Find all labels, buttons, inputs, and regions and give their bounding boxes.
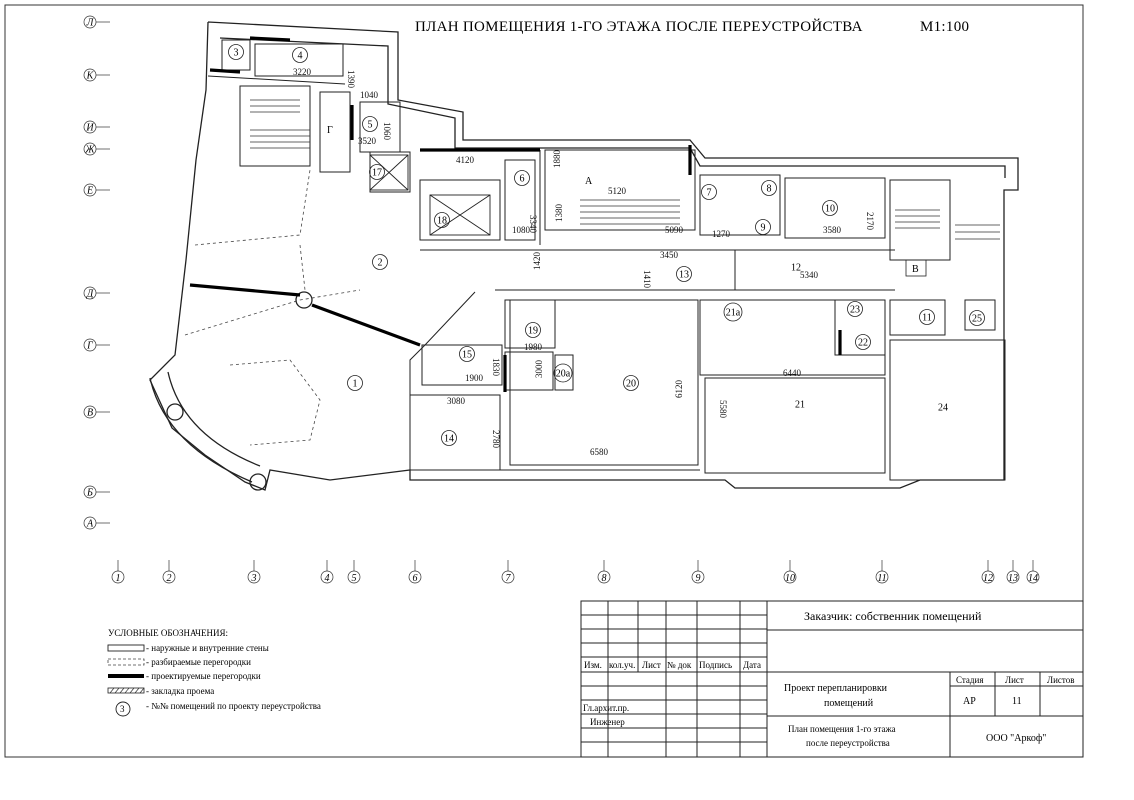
sheet-number-value: 11 xyxy=(1012,696,1022,707)
room-number-marker xyxy=(920,310,935,325)
dimension-label: 5090 xyxy=(665,225,683,235)
revision-column-header: кол.уч. xyxy=(609,660,636,670)
column-circle xyxy=(167,404,183,420)
interior-walls xyxy=(208,40,1005,480)
room-number: 20 xyxy=(626,378,636,390)
axis-label: 3 xyxy=(251,573,257,584)
legend-item: - разбираемые перегородки xyxy=(146,657,251,667)
staircase-letter-box xyxy=(906,260,926,276)
column-axis-marker xyxy=(876,560,888,584)
staircase-letter: Г xyxy=(327,125,333,136)
room-number: 25 xyxy=(972,313,982,325)
column-axis-marker xyxy=(692,560,704,584)
room-number: 5 xyxy=(367,119,373,131)
axis-label: 11 xyxy=(877,573,887,584)
sheet-title-line: План помещения 1-го этажа xyxy=(788,724,896,734)
room-number-marker xyxy=(348,376,363,391)
project-name-line: помещений xyxy=(824,698,874,709)
row-axis-marker xyxy=(84,121,110,134)
axis-label: 4 xyxy=(324,573,330,584)
room-number-marker xyxy=(856,335,871,350)
row-axis-marker xyxy=(84,339,110,352)
dimension-label: 1040 xyxy=(360,90,378,100)
column-axis-marker xyxy=(1027,560,1039,584)
axis-label: А xyxy=(86,518,94,530)
sheets-count-label: Листов xyxy=(1047,675,1075,685)
column-axis-marker xyxy=(321,560,333,584)
column-axis-markers xyxy=(112,560,1039,584)
dimension-label: 1390 xyxy=(346,70,356,88)
staircase-letter: А xyxy=(585,176,593,187)
room-number: 3 xyxy=(233,47,239,59)
dimension-label: 5120 xyxy=(608,186,626,196)
room-number: 24 xyxy=(938,402,948,414)
room-number: 4 xyxy=(297,50,303,62)
staircase-letter: В xyxy=(912,264,919,275)
dimension-label: 1420 xyxy=(532,252,542,270)
legend-symbol-new xyxy=(108,674,144,678)
room-number-marker xyxy=(435,213,450,228)
stair-hatching xyxy=(250,100,1000,239)
room-number-marker xyxy=(823,201,838,216)
axis-label: 2 xyxy=(166,573,172,584)
drawing-scale: М1:100 xyxy=(920,19,970,35)
dimension-label: 5340 xyxy=(800,270,818,280)
building-outline xyxy=(150,22,1018,490)
room-number: 9 xyxy=(760,222,766,234)
revision-column-header: Изм. xyxy=(584,660,602,670)
dimension-label: 1270 xyxy=(712,229,730,239)
room-number: 14 xyxy=(444,433,454,445)
new-partitions xyxy=(190,38,840,392)
axis-label: 10 xyxy=(785,573,795,584)
dimension-label: 1980 xyxy=(524,342,542,352)
room-number-marker xyxy=(702,185,717,200)
legend-item: - закладка проема xyxy=(146,686,215,696)
legend-item: - наружные и внутренние стены xyxy=(146,643,269,653)
room-number: 2 xyxy=(377,257,383,269)
room-number-marker xyxy=(554,364,572,382)
axis-label: 9 xyxy=(695,573,701,584)
row-axis-marker xyxy=(84,16,110,29)
legend-symbol-walls xyxy=(108,645,144,651)
axis-label: Л xyxy=(86,17,94,29)
column-axis-marker xyxy=(248,560,260,584)
room-number: 20а xyxy=(555,368,571,380)
dimension-label: 1060 xyxy=(382,122,392,140)
room-number-marker xyxy=(756,220,771,235)
legend-item: - проектируемые перегородки xyxy=(146,671,261,681)
dimension-label: 5580 xyxy=(718,400,728,418)
room-number-marker xyxy=(970,311,985,326)
column-axis-marker xyxy=(409,560,421,584)
dimension-label: 1880 xyxy=(552,150,562,168)
dimension-label: 3220 xyxy=(293,67,311,77)
room-number-marker xyxy=(442,431,457,446)
axis-label: И xyxy=(86,122,94,134)
room-number-marker xyxy=(624,376,639,391)
room-number: 13 xyxy=(679,269,689,281)
room-number-marker xyxy=(293,48,308,63)
room-number-marker xyxy=(373,255,388,270)
axis-label: 5 xyxy=(351,573,357,584)
drawing-title: ПЛАН ПОМЕЩЕНИЯ 1-ГО ЭТАЖА ПОСЛЕ ПЕРЕУСТРОЙСТВА xyxy=(415,19,863,35)
revision-column-header: Подпись xyxy=(699,660,733,670)
legend-symbol-demolished xyxy=(108,659,144,665)
column-axis-marker xyxy=(982,560,994,584)
room-number: 6 xyxy=(519,173,525,185)
room-number: 21 xyxy=(795,399,805,411)
sheet-label: Лист xyxy=(1005,675,1024,685)
legend-item: - №№ помещений по проекту переустройства xyxy=(146,701,321,711)
project-name-line: Проект перепланировки xyxy=(784,683,888,694)
room-number-marker xyxy=(363,117,378,132)
dimension-label: 6120 xyxy=(674,380,684,398)
signatory-role: Инженер xyxy=(590,717,625,727)
legend-sample-number: 3 xyxy=(120,704,125,714)
room-number-marker xyxy=(724,303,742,321)
room-number: 1 xyxy=(352,378,358,390)
stage-value: АР xyxy=(963,696,976,707)
dimension-label: 2170 xyxy=(865,212,875,230)
elevator-shafts xyxy=(370,155,490,235)
dimension-label: 3580 xyxy=(823,225,841,235)
room-number: 23 xyxy=(850,304,860,316)
axis-label: Б xyxy=(87,487,93,499)
dimension-label: 1410 xyxy=(642,270,652,288)
revision-column-header: № док xyxy=(667,660,692,670)
axis-label: 12 xyxy=(983,573,993,584)
room-number-marker xyxy=(677,267,692,282)
legend xyxy=(108,628,321,716)
revision-column-header: Дата xyxy=(743,660,761,670)
room-number-marker xyxy=(938,403,948,414)
row-axis-marker xyxy=(84,517,110,530)
room-number: 22 xyxy=(858,337,868,349)
column-axis-marker xyxy=(784,560,796,584)
row-axis-marker xyxy=(84,486,110,499)
room-number: 10 xyxy=(825,203,835,215)
stage-label: Стадия xyxy=(956,675,984,685)
room-number-marker xyxy=(515,171,530,186)
company-name: ООО "Аркоф" xyxy=(986,733,1047,744)
row-axis-marker xyxy=(84,184,110,197)
room-markers xyxy=(229,45,985,446)
demolished-partitions xyxy=(185,170,360,445)
dimension-label: 3080 xyxy=(447,396,465,406)
room-number: 15 xyxy=(462,349,472,361)
room-number-marker xyxy=(526,323,541,338)
room-number: 19 xyxy=(528,325,538,337)
column-axis-marker xyxy=(112,560,124,584)
axis-label: 1 xyxy=(115,573,121,584)
dimension-label: 4120 xyxy=(456,155,474,165)
row-axis-marker xyxy=(84,143,110,156)
column-axis-marker xyxy=(163,560,175,584)
legend-heading: УСЛОВНЫЕ ОБОЗНАЧЕНИЯ: xyxy=(108,628,228,638)
axis-label: 6 xyxy=(412,573,418,584)
room-number: 11 xyxy=(922,312,932,324)
room-number-marker xyxy=(762,181,777,196)
axis-label: Д xyxy=(86,288,94,300)
room-number: 8 xyxy=(766,183,772,195)
room-number: 12 xyxy=(791,262,801,274)
room-number-marker xyxy=(791,263,801,274)
legend-symbol-infill xyxy=(108,688,144,693)
dimension-label: 6440 xyxy=(783,368,801,378)
signatory-role: Гл.архит.пр. xyxy=(583,703,630,713)
column-axis-marker xyxy=(598,560,610,584)
axis-label: 14 xyxy=(1028,573,1038,584)
row-axis-marker xyxy=(84,406,110,419)
dimension-label: 3450 xyxy=(660,250,678,260)
room-number-marker xyxy=(795,400,805,411)
room-number: 17 xyxy=(372,167,382,179)
customer-label: Заказчик: собственник помещений xyxy=(804,609,982,623)
axis-label: 7 xyxy=(505,573,511,584)
column-axis-marker xyxy=(502,560,514,584)
dimension-label: 1900 xyxy=(465,373,483,383)
row-axis-marker xyxy=(84,287,110,300)
axis-label: Г xyxy=(87,340,93,352)
axis-label: К xyxy=(86,70,94,82)
dimension-label: 2780 xyxy=(491,430,501,448)
room-number-marker xyxy=(848,302,863,317)
room-number-marker xyxy=(370,165,385,180)
room-number: 7 xyxy=(706,187,712,199)
row-axis-marker xyxy=(84,69,110,82)
revision-column-header: Лист xyxy=(642,660,661,670)
room-number-marker xyxy=(460,347,475,362)
axis-label: Е xyxy=(86,185,94,197)
room-number-marker xyxy=(229,45,244,60)
axis-label: В xyxy=(86,407,94,419)
axis-label: 8 xyxy=(601,573,607,584)
dimension-label: 3340 xyxy=(528,215,538,233)
room-number: 21а xyxy=(725,307,741,319)
column-axis-marker xyxy=(1007,560,1019,584)
row-axis-markers xyxy=(84,16,110,530)
dimension-label: 3000 xyxy=(534,360,544,378)
dimension-label: 3520 xyxy=(358,136,376,146)
axis-label: Ж xyxy=(85,144,95,156)
dimension-label: 1830 xyxy=(491,358,501,376)
room-number: 18 xyxy=(437,215,447,227)
dimension-label: 6580 xyxy=(590,447,608,457)
dimension-label: 1380 xyxy=(554,204,564,222)
dimension-label: 1080 xyxy=(512,225,530,235)
column-axis-marker xyxy=(348,560,360,584)
sheet-title-line: после переустройства xyxy=(806,738,890,748)
axis-label: 13 xyxy=(1008,573,1018,584)
